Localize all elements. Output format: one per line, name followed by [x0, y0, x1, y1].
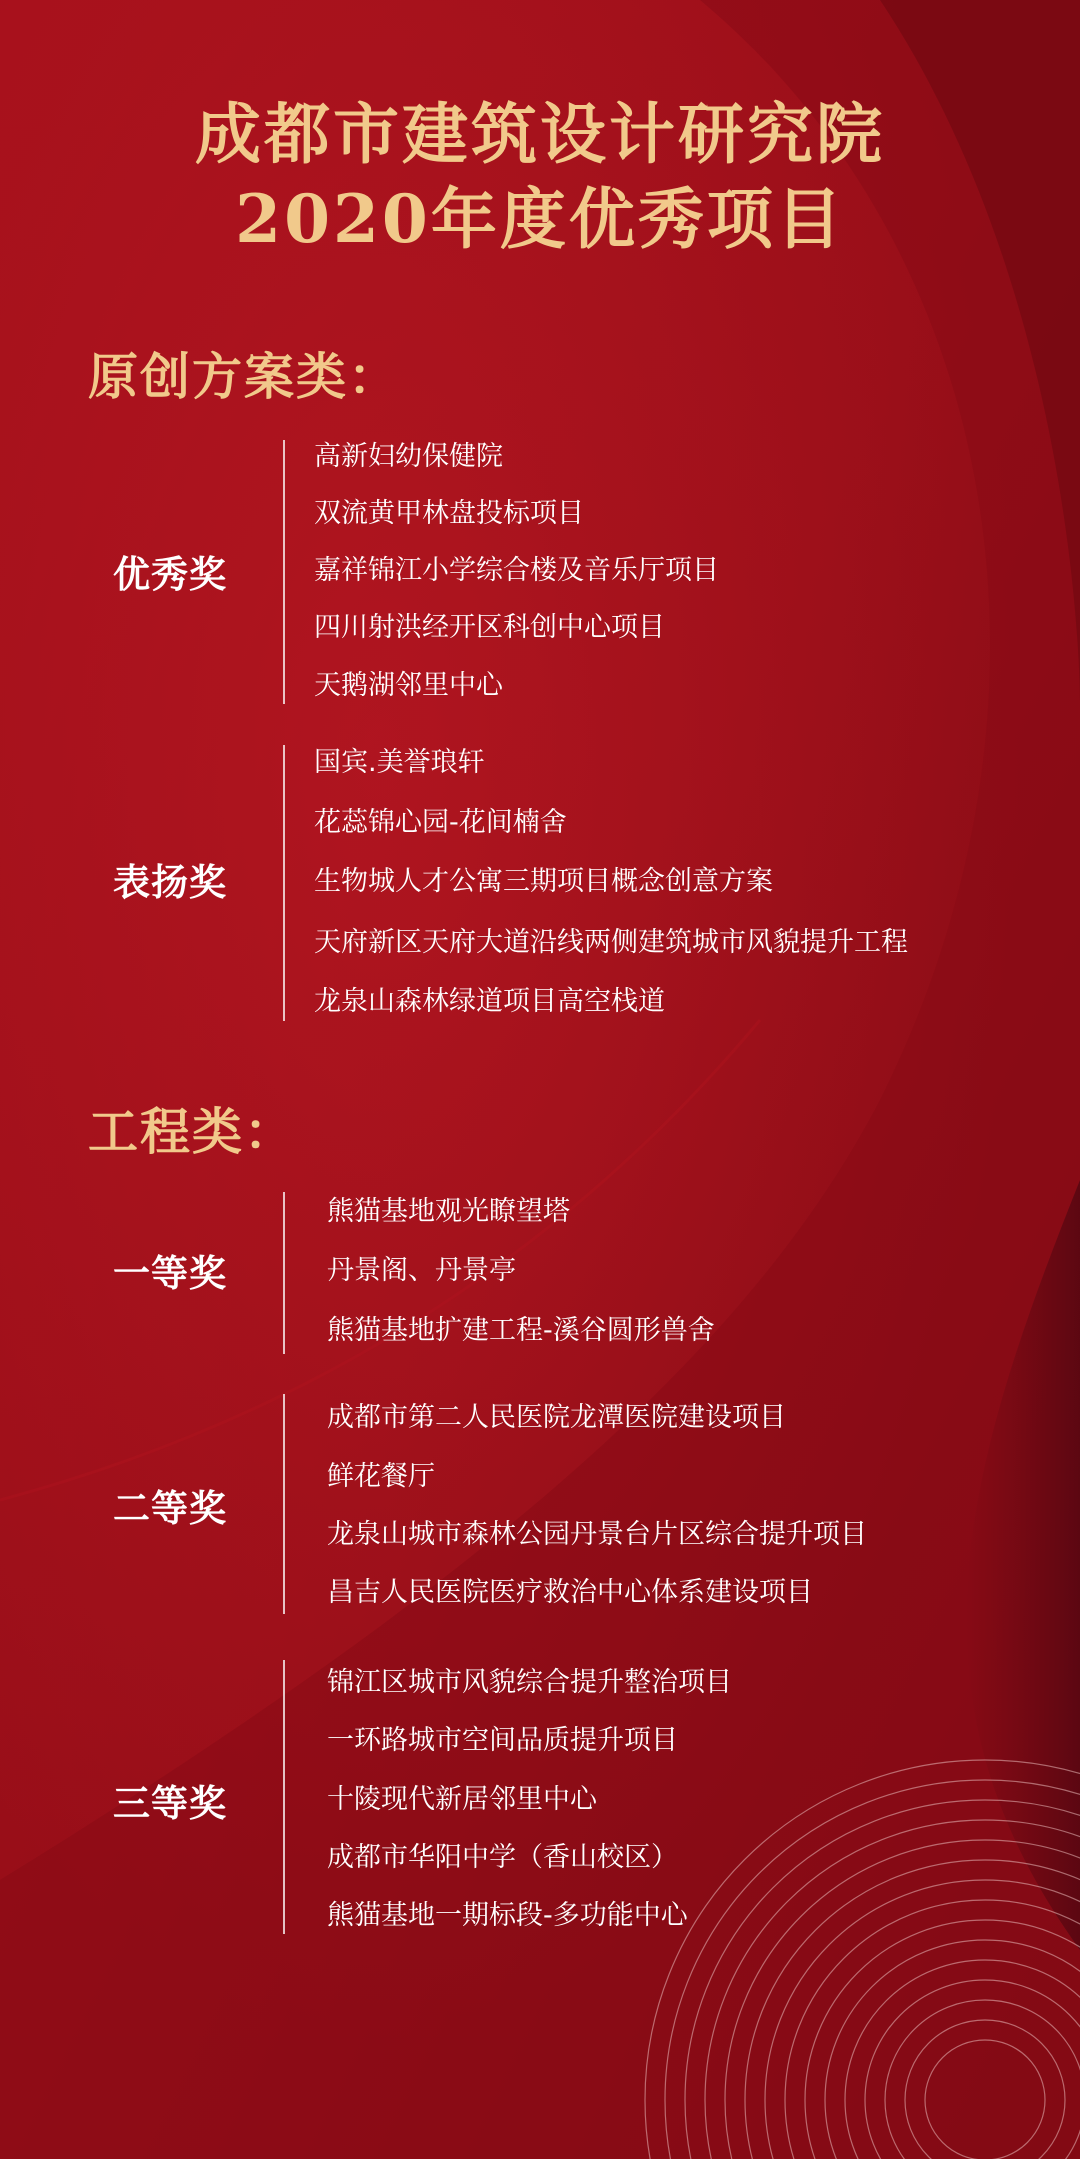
list-item: 花蕊锦心园-花间楠舍 [314, 807, 567, 838]
list-item: 双流黄甲林盘投标项目 [314, 498, 584, 529]
list-item: 熊猫基地扩建工程-溪谷圆形兽舍 [327, 1315, 715, 1346]
list-item: 生物城人才公寓三期项目概念创意方案 [314, 866, 773, 897]
page-subtitle: 2020年度优秀项目 [235, 180, 845, 258]
page-title: 成都市建筑设计研究院 [195, 95, 885, 173]
list-item: 国宾.美誉琅轩 [314, 747, 485, 778]
list-item: 四川射洪经开区科创中心项目 [314, 612, 665, 643]
divider [283, 1192, 285, 1354]
list-item: 熊猫基地观光瞭望塔 [327, 1196, 570, 1227]
list-item: 锦江区城市风貌综合提升整治项目 [327, 1667, 732, 1698]
award-label: 表扬奖 [113, 861, 227, 904]
list-item: 龙泉山森林绿道项目高空栈道 [314, 986, 665, 1017]
section-title-engineering: 工程类： [88, 1103, 296, 1161]
divider [283, 1394, 285, 1614]
list-item: 高新妇幼保健院 [314, 441, 503, 472]
list-item: 一环路城市空间品质提升项目 [327, 1725, 678, 1756]
award-label: 二等奖 [113, 1487, 227, 1530]
list-item: 成都市第二人民医院龙潭医院建设项目 [327, 1402, 786, 1433]
divider [283, 1660, 285, 1934]
divider [283, 440, 285, 704]
list-item: 熊猫基地一期标段-多功能中心 [327, 1900, 688, 1931]
divider [283, 745, 285, 1021]
list-item: 丹景阁、丹景亭 [327, 1255, 516, 1286]
list-item: 天鹅湖邻里中心 [314, 670, 503, 701]
list-item: 鲜花餐厅 [327, 1461, 435, 1492]
list-item: 天府新区天府大道沿线两侧建筑城市风貌提升工程 [314, 927, 908, 958]
award-label: 三等奖 [113, 1782, 227, 1825]
award-label: 一等奖 [113, 1252, 227, 1295]
list-item: 昌吉人民医院医疗救治中心体系建设项目 [327, 1577, 813, 1608]
list-item: 嘉祥锦江小学综合楼及音乐厅项目 [314, 555, 719, 586]
list-item: 十陵现代新居邻里中心 [327, 1784, 597, 1815]
list-item: 成都市华阳中学（香山校区） [327, 1842, 678, 1873]
list-item: 龙泉山城市森林公园丹景台片区综合提升项目 [327, 1519, 867, 1550]
section-title-original-design: 原创方案类： [88, 348, 400, 406]
award-label: 优秀奖 [113, 553, 227, 596]
